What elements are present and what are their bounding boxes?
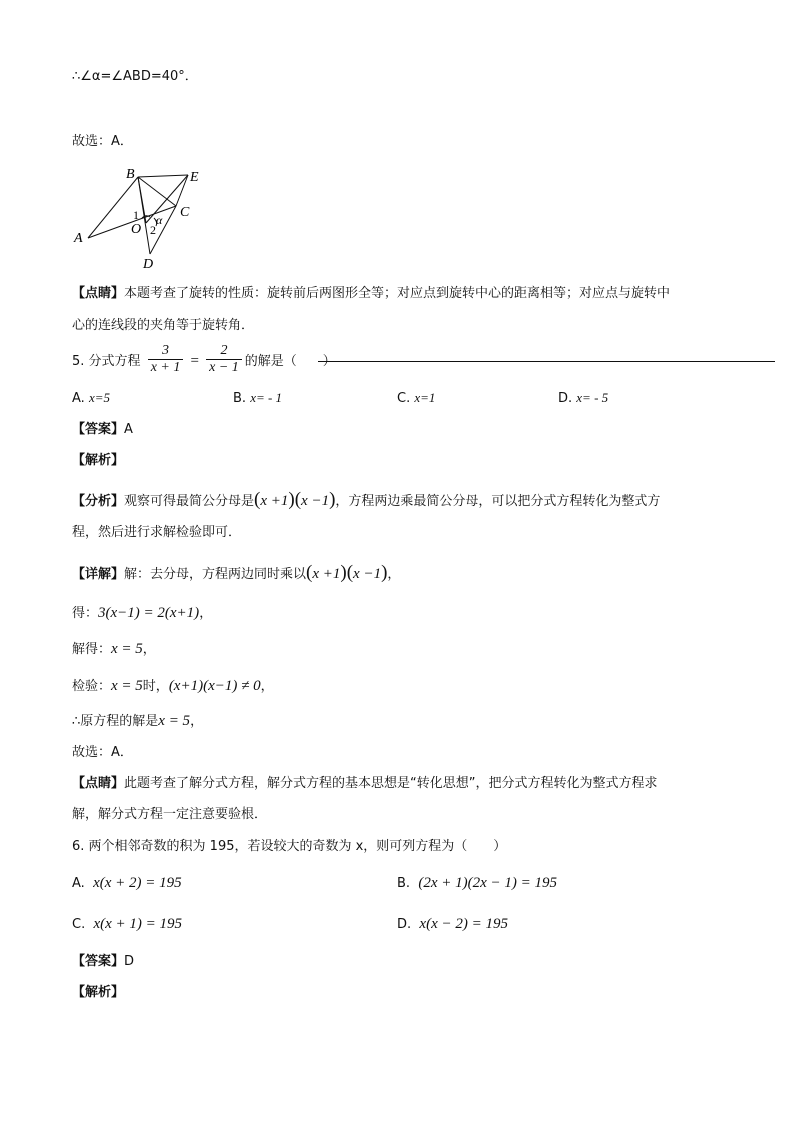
q6-option-b[interactable]: B. (2x + 1)(2x − 1) = 195 [397,875,557,891]
question-6: 6. 两个相邻奇数的积为 195，若设较大的奇数为 x，则可列方程为（ ） [72,839,507,854]
answer-line-5: 【答案】A [72,422,133,437]
label-O: O [131,222,142,237]
comment2-line-1: 【点睛】此题考查了解分式方程，解分式方程的基本思想是“转化思想”，把分式方程转化为整式方程求 [72,776,658,791]
choice-line: 故选：A． [72,134,133,149]
divider-rule [318,361,775,362]
comment-line-1: 【点睛】本题考查了旋转的性质：旋转前后两图形全等；对应点到旋转中心的距离相等；对应点与旋转中 [72,286,671,301]
label-angle-alpha: α [156,213,163,227]
q5-option-c[interactable]: C. x=1 [397,390,436,406]
q5-option-d[interactable]: D. x= - 5 [558,390,609,406]
label-angle-1: 1 [133,208,139,222]
detail-line-5: ∴原方程的解是x = 5， [72,713,204,729]
conclusion-line: ∴∠α=∠ABD=40°． [72,69,198,84]
detail-line-3: 解得：x = 5， [72,641,156,657]
analysis-heading-6: 【解析】 [72,985,125,1000]
label-A: A [74,231,83,246]
question-5: 5. 分式方程 $\frac{3}{x + 1}$ = $\frac{2}{x - 1}$ 的解是（ ） [72,343,336,375]
q6-option-c[interactable]: C. x(x + 1) = 195 [72,916,183,932]
label-C: C [180,205,190,220]
seg-EC [176,175,188,206]
seg-BC [138,177,176,206]
detail-line-1: 【详解】解：去分母，方程两边同时乘以(x +1)(x −1)， [72,562,401,583]
rotation-figure [70,162,210,274]
seg-BE [138,175,188,177]
analysis-line-2: 程，然后进行求解检验即可． [72,525,242,540]
analysis-heading-5: 【解析】 [72,453,125,468]
label-D: D [143,257,154,272]
analysis-line-1: 【分析】观察可得最简公分母是(x +1)(x −1)，方程两边乘最简公分母，可以把分式方程转化为整式方 [72,489,661,510]
q5-option-b[interactable]: B. x= - 1 [233,390,283,406]
q5-option-a[interactable]: A. x=5 [72,390,110,406]
fraction-right: $\frac{2}{x - 1}$ [206,343,242,376]
q6-option-a[interactable]: A. x(x + 2) = 195 [72,875,182,891]
q6-option-d[interactable]: D. x(x − 2) = 195 [397,916,508,932]
comment-line-2: 心的连线段的夹角等于旋转角． [72,318,255,333]
label-B: B [126,167,135,182]
answer-line-6: 【答案】D [72,954,135,969]
comment2-line-2: 解，解分式方程一定注意要验根． [72,807,268,822]
detail-line-2: 得：3(x−1) = 2(x+1)， [72,605,213,621]
detail-line-4: 检验：x = 5时，(x+1)(x−1) ≠ 0， [72,678,274,694]
label-angle-2: 2 [150,223,156,237]
label-E: E [190,170,199,185]
choice-line-2: 故选：A． [72,745,133,760]
fraction-left: $\frac{3}{x + 1}$ [148,343,184,376]
